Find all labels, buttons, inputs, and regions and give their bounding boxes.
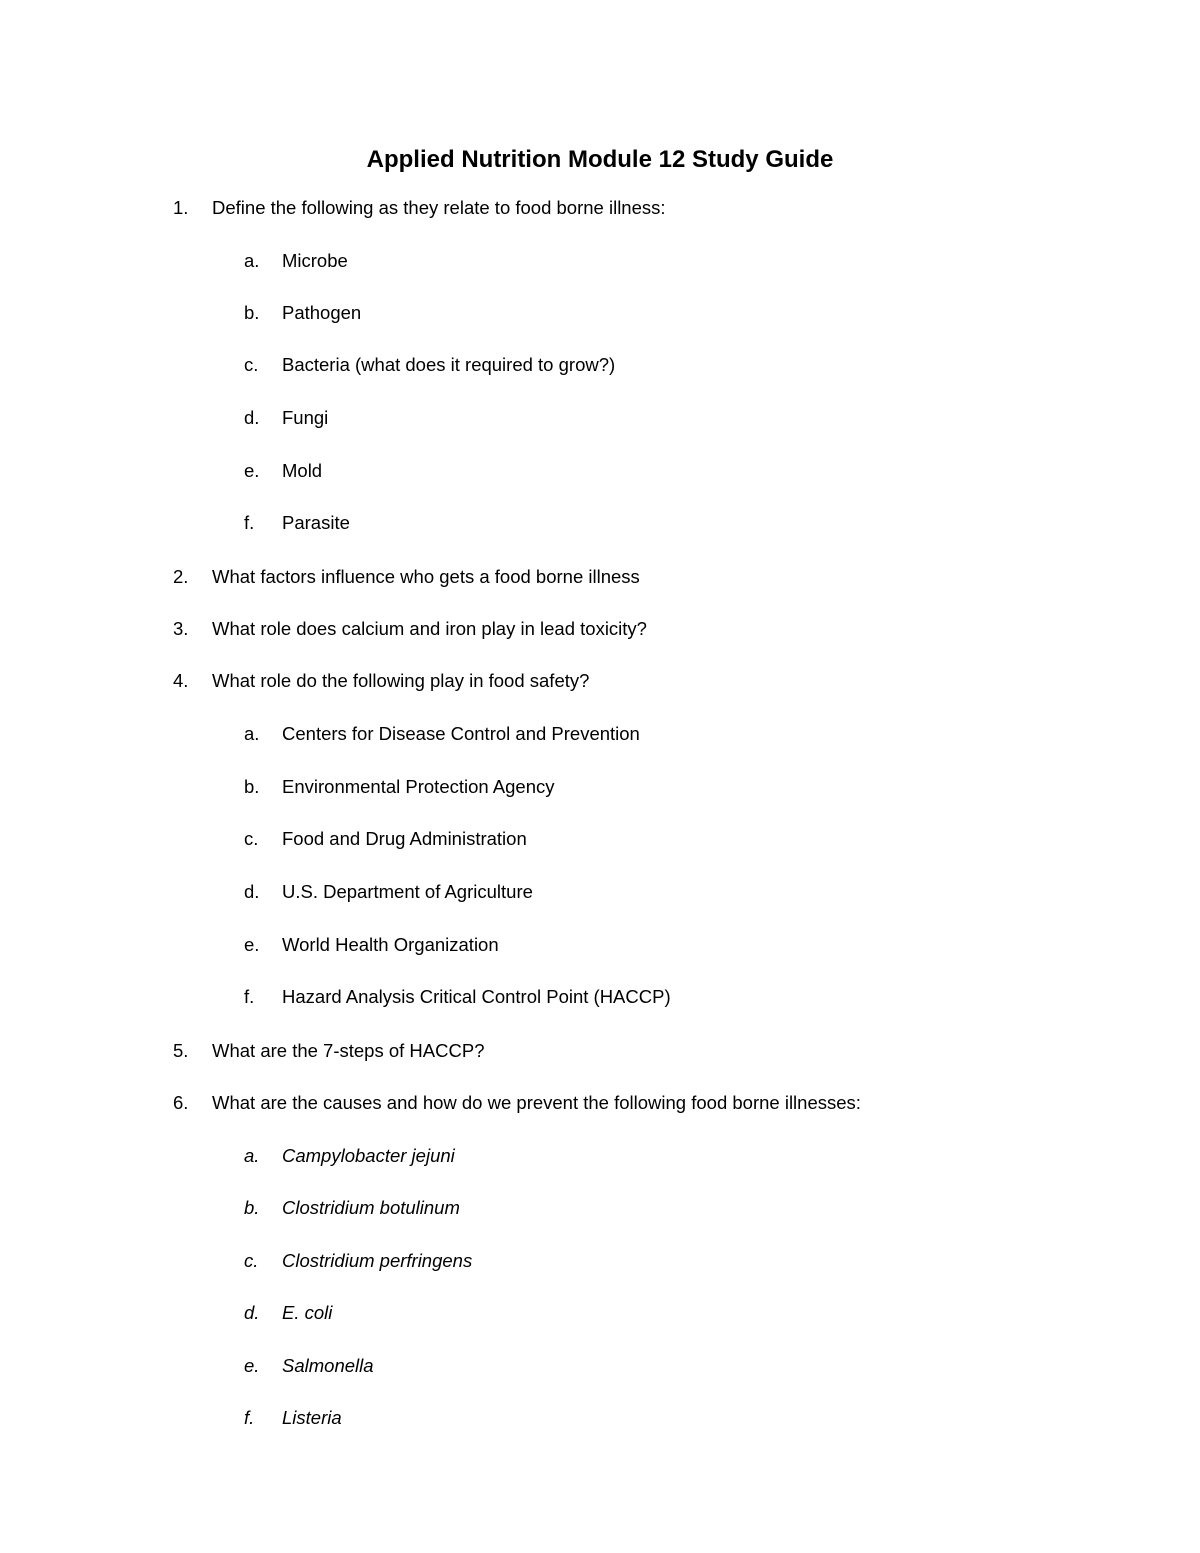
question-number: 6.	[173, 1092, 189, 1113]
item-letter: a.	[244, 250, 260, 271]
item-letter: b.	[244, 302, 260, 323]
item-text: Clostridium perfringens	[282, 1250, 473, 1271]
question-text: Define the following as they relate to food borne illness:	[212, 197, 666, 218]
item-text: Hazard Analysis Critical Control Point (HACCP)	[282, 986, 671, 1007]
item-text: Mold	[282, 460, 323, 481]
item-text: Fungi	[282, 407, 329, 428]
item-text: Environmental Protection Agency	[282, 776, 555, 797]
question-text: What role does calcium and iron play in lead toxicity?	[212, 618, 647, 639]
item-letter: e.	[244, 1355, 260, 1376]
item-letter: c.	[244, 354, 259, 375]
item-text: U.S. Department of Agriculture	[282, 881, 533, 902]
item-text: Parasite	[282, 512, 350, 533]
item-text: E. coli	[282, 1302, 333, 1323]
item-letter: d.	[244, 1302, 260, 1323]
question-number: 3.	[173, 618, 189, 639]
item-letter: a.	[244, 723, 260, 744]
item-text: Pathogen	[282, 302, 362, 323]
item-text: Microbe	[282, 250, 348, 271]
item-letter: a.	[244, 1145, 260, 1166]
page-title: Applied Nutrition Module 12 Study Guide	[366, 146, 834, 173]
question-text: What are the causes and how do we prevent the following food borne illnesses:	[212, 1092, 861, 1113]
item-text: Food and Drug Administration	[282, 828, 527, 849]
item-text: World Health Organization	[282, 934, 499, 955]
item-letter: b.	[244, 1197, 260, 1218]
question-text: What role do the following play in food safety?	[212, 670, 590, 691]
item-text: Salmonella	[282, 1355, 374, 1376]
item-letter: c.	[244, 828, 259, 849]
item-text: Clostridium botulinum	[282, 1197, 460, 1218]
item-letter: e.	[244, 460, 260, 481]
item-letter: f.	[244, 986, 255, 1007]
question-number: 2.	[173, 566, 189, 587]
item-letter: b.	[244, 776, 260, 797]
item-text: Bacteria (what does it required to grow?)	[282, 354, 616, 375]
question-number: 1.	[173, 197, 189, 218]
question-number: 4.	[173, 670, 189, 691]
item-letter: c.	[244, 1250, 259, 1271]
item-text: Campylobacter jejuni	[282, 1145, 455, 1166]
item-letter: e.	[244, 934, 260, 955]
question-text: What are the 7-steps of HACCP?	[212, 1040, 485, 1061]
item-text: Centers for Disease Control and Prevention	[282, 723, 640, 744]
item-letter: f.	[244, 512, 255, 533]
item-letter: d.	[244, 881, 260, 902]
question-number: 5.	[173, 1040, 189, 1061]
question-text: What factors influence who gets a food borne illness	[212, 566, 640, 587]
item-text: Listeria	[282, 1407, 342, 1428]
item-letter: f.	[244, 1407, 255, 1428]
item-letter: d.	[244, 407, 260, 428]
